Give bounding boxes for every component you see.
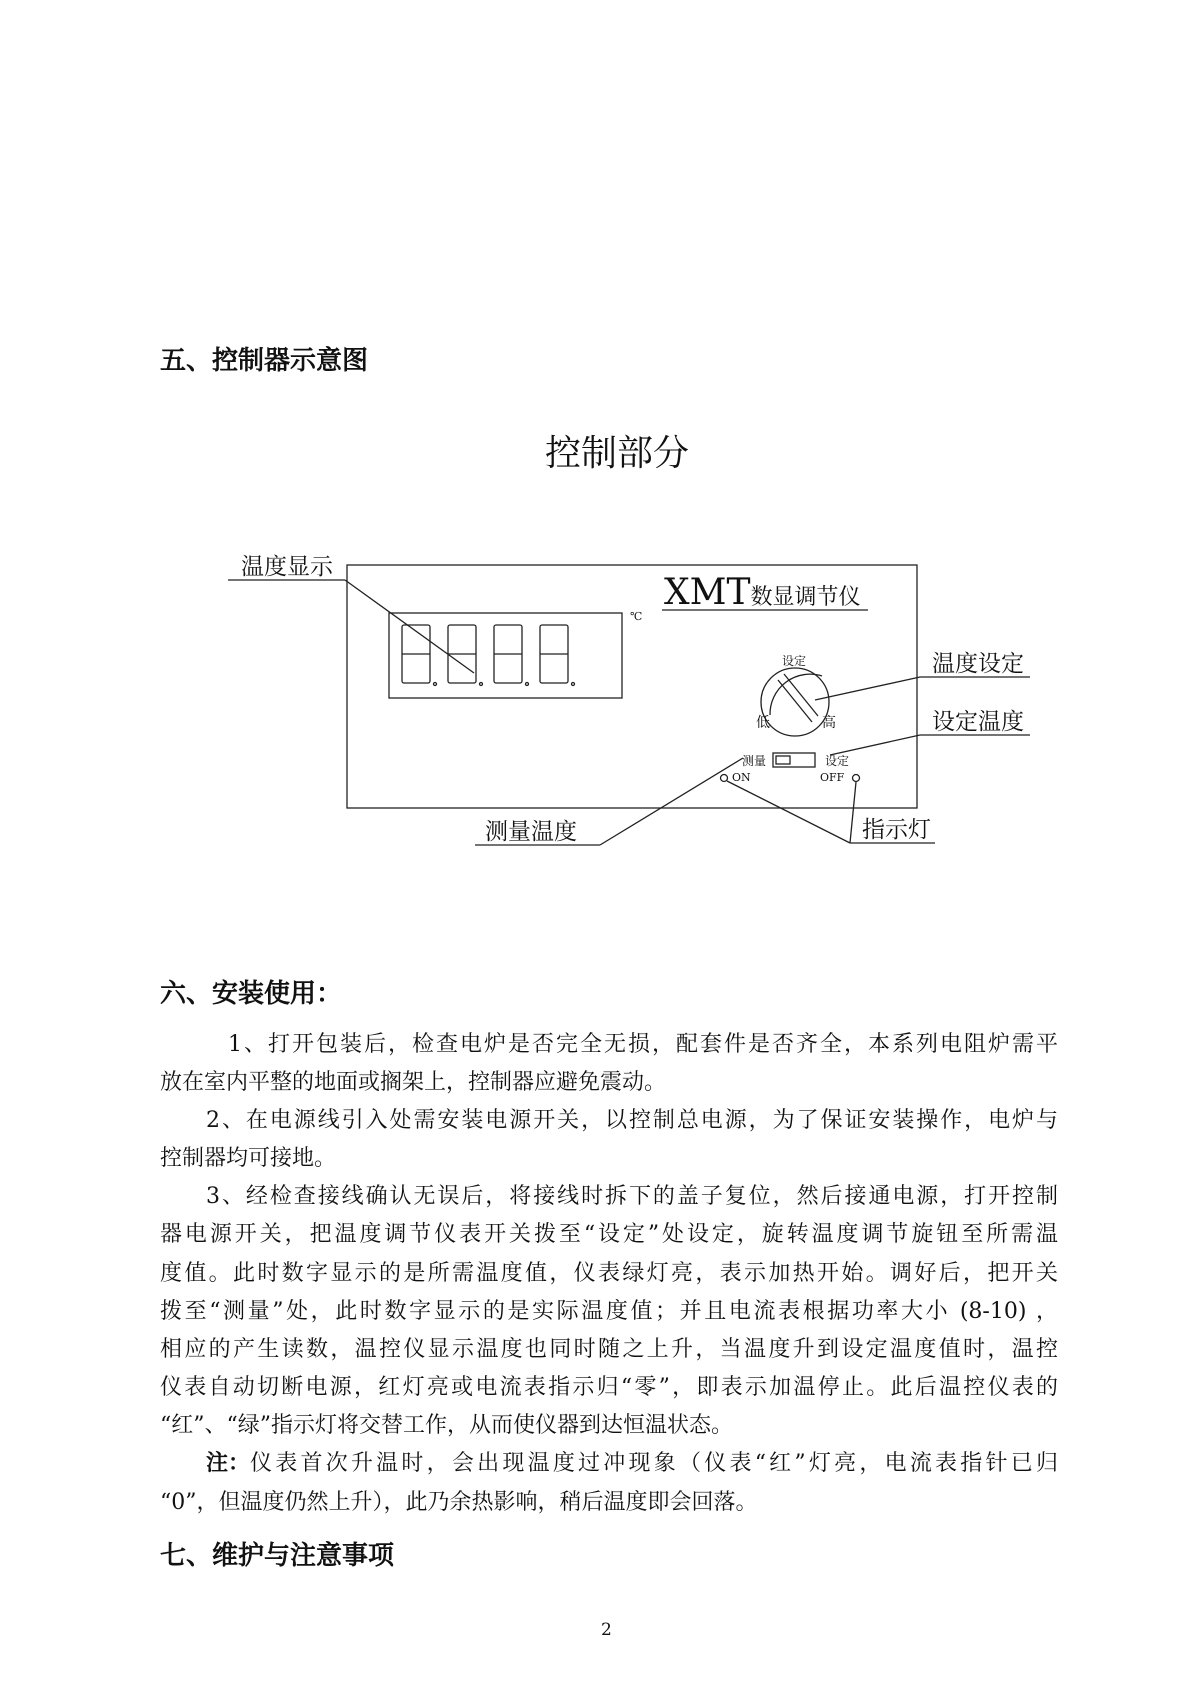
digit-display bbox=[389, 613, 622, 698]
callout-measure-temp: 测量温度 bbox=[485, 819, 577, 845]
switch-measure-label: 测量 bbox=[742, 754, 767, 768]
diagram-title: 控制部分 bbox=[545, 433, 690, 474]
paragraph-line: 相应的产生读数，温控仪显示温度也同时随之上升，当温度升到设定温度值时，温控 bbox=[160, 1337, 1058, 1362]
mode-switch bbox=[773, 753, 815, 767]
note-line bbox=[206, 1449, 1058, 1479]
digit-segments bbox=[402, 625, 575, 686]
red-indicator-light bbox=[853, 775, 860, 782]
brand-label bbox=[664, 572, 861, 613]
switch-set-label: 设定 bbox=[825, 754, 850, 768]
green-indicator-light bbox=[721, 775, 728, 782]
paragraph-line: 控制器均可接地。 bbox=[160, 1146, 337, 1171]
callout-set-temp: 设定温度 bbox=[932, 709, 1024, 735]
brand-prefix: XMT bbox=[664, 572, 751, 613]
paragraph-line: “红”、“绿”指示灯将交替工作，从而使仪器到达恒温状态。 bbox=[160, 1413, 733, 1438]
note-label: 注： bbox=[206, 1451, 251, 1476]
callout-indicator: 指示灯 bbox=[862, 817, 931, 843]
section7-heading: 七、维护与注意事项 bbox=[160, 1541, 395, 1571]
note-text: 仪表首次升温时，会出现温度过冲现象（仪表“红”灯亮，电流表指针已归 bbox=[250, 1451, 1058, 1476]
on-label: ON bbox=[732, 771, 751, 784]
paragraph-line: 放在室内平整的地面或搁架上，控制器应避免震动。 bbox=[160, 1070, 667, 1095]
page-number: 2 bbox=[601, 1620, 612, 1640]
knob-high-label: 高 bbox=[822, 715, 836, 731]
note-line: “0”，但温度仍然上升），此乃余热影响，稍后温度即会回落。 bbox=[160, 1490, 758, 1515]
callout-temp-display: 温度显示 bbox=[241, 554, 333, 580]
callout-temp-setting: 温度设定 bbox=[932, 651, 1024, 677]
celsius-unit: ℃ bbox=[630, 610, 643, 623]
knob-low-label: 低 bbox=[756, 715, 770, 731]
paragraph-line: 度值。此时数字显示的是所需温度值，仪表绿灯亮，表示加热开始。调好后，把开关 bbox=[160, 1261, 1058, 1286]
brand-name: 数显调节仪 bbox=[750, 585, 861, 610]
leader-line bbox=[345, 580, 474, 673]
paragraph-line: 仪表自动切断电源，红灯亮或电流表指示归“零”，即表示加温停止。此后温控仪表的 bbox=[160, 1375, 1058, 1400]
paragraph-line: 2、在电源线引入处需安装电源开关，以控制总电源，为了保证安装操作，电炉与 bbox=[206, 1108, 1058, 1133]
paragraph-line: 拨至“测量”处，此时数字显示的是实际温度值；并且电流表根据功率大小 (8-10) ， bbox=[160, 1299, 1058, 1324]
section6-heading: 六、安装使用： bbox=[160, 979, 343, 1009]
paragraph-line: 器电源开关，把温度调节仪表开关拨至“设定”处设定，旋转温度调节旋钮至所需温 bbox=[160, 1222, 1058, 1247]
off-label: OFF bbox=[820, 771, 845, 784]
knob-set-label: 设定 bbox=[782, 654, 807, 668]
paragraph-line: 3、经检查接线确认无误后，将接线时拆下的盖子复位，然后接通电源，打开控制 bbox=[206, 1184, 1058, 1209]
paragraph-line: 1、打开包装后，检查电炉是否完全无损，配套件是否齐全，本系列电阻炉需平 bbox=[228, 1032, 1058, 1057]
section5-heading: 五、控制器示意图 bbox=[160, 346, 369, 376]
